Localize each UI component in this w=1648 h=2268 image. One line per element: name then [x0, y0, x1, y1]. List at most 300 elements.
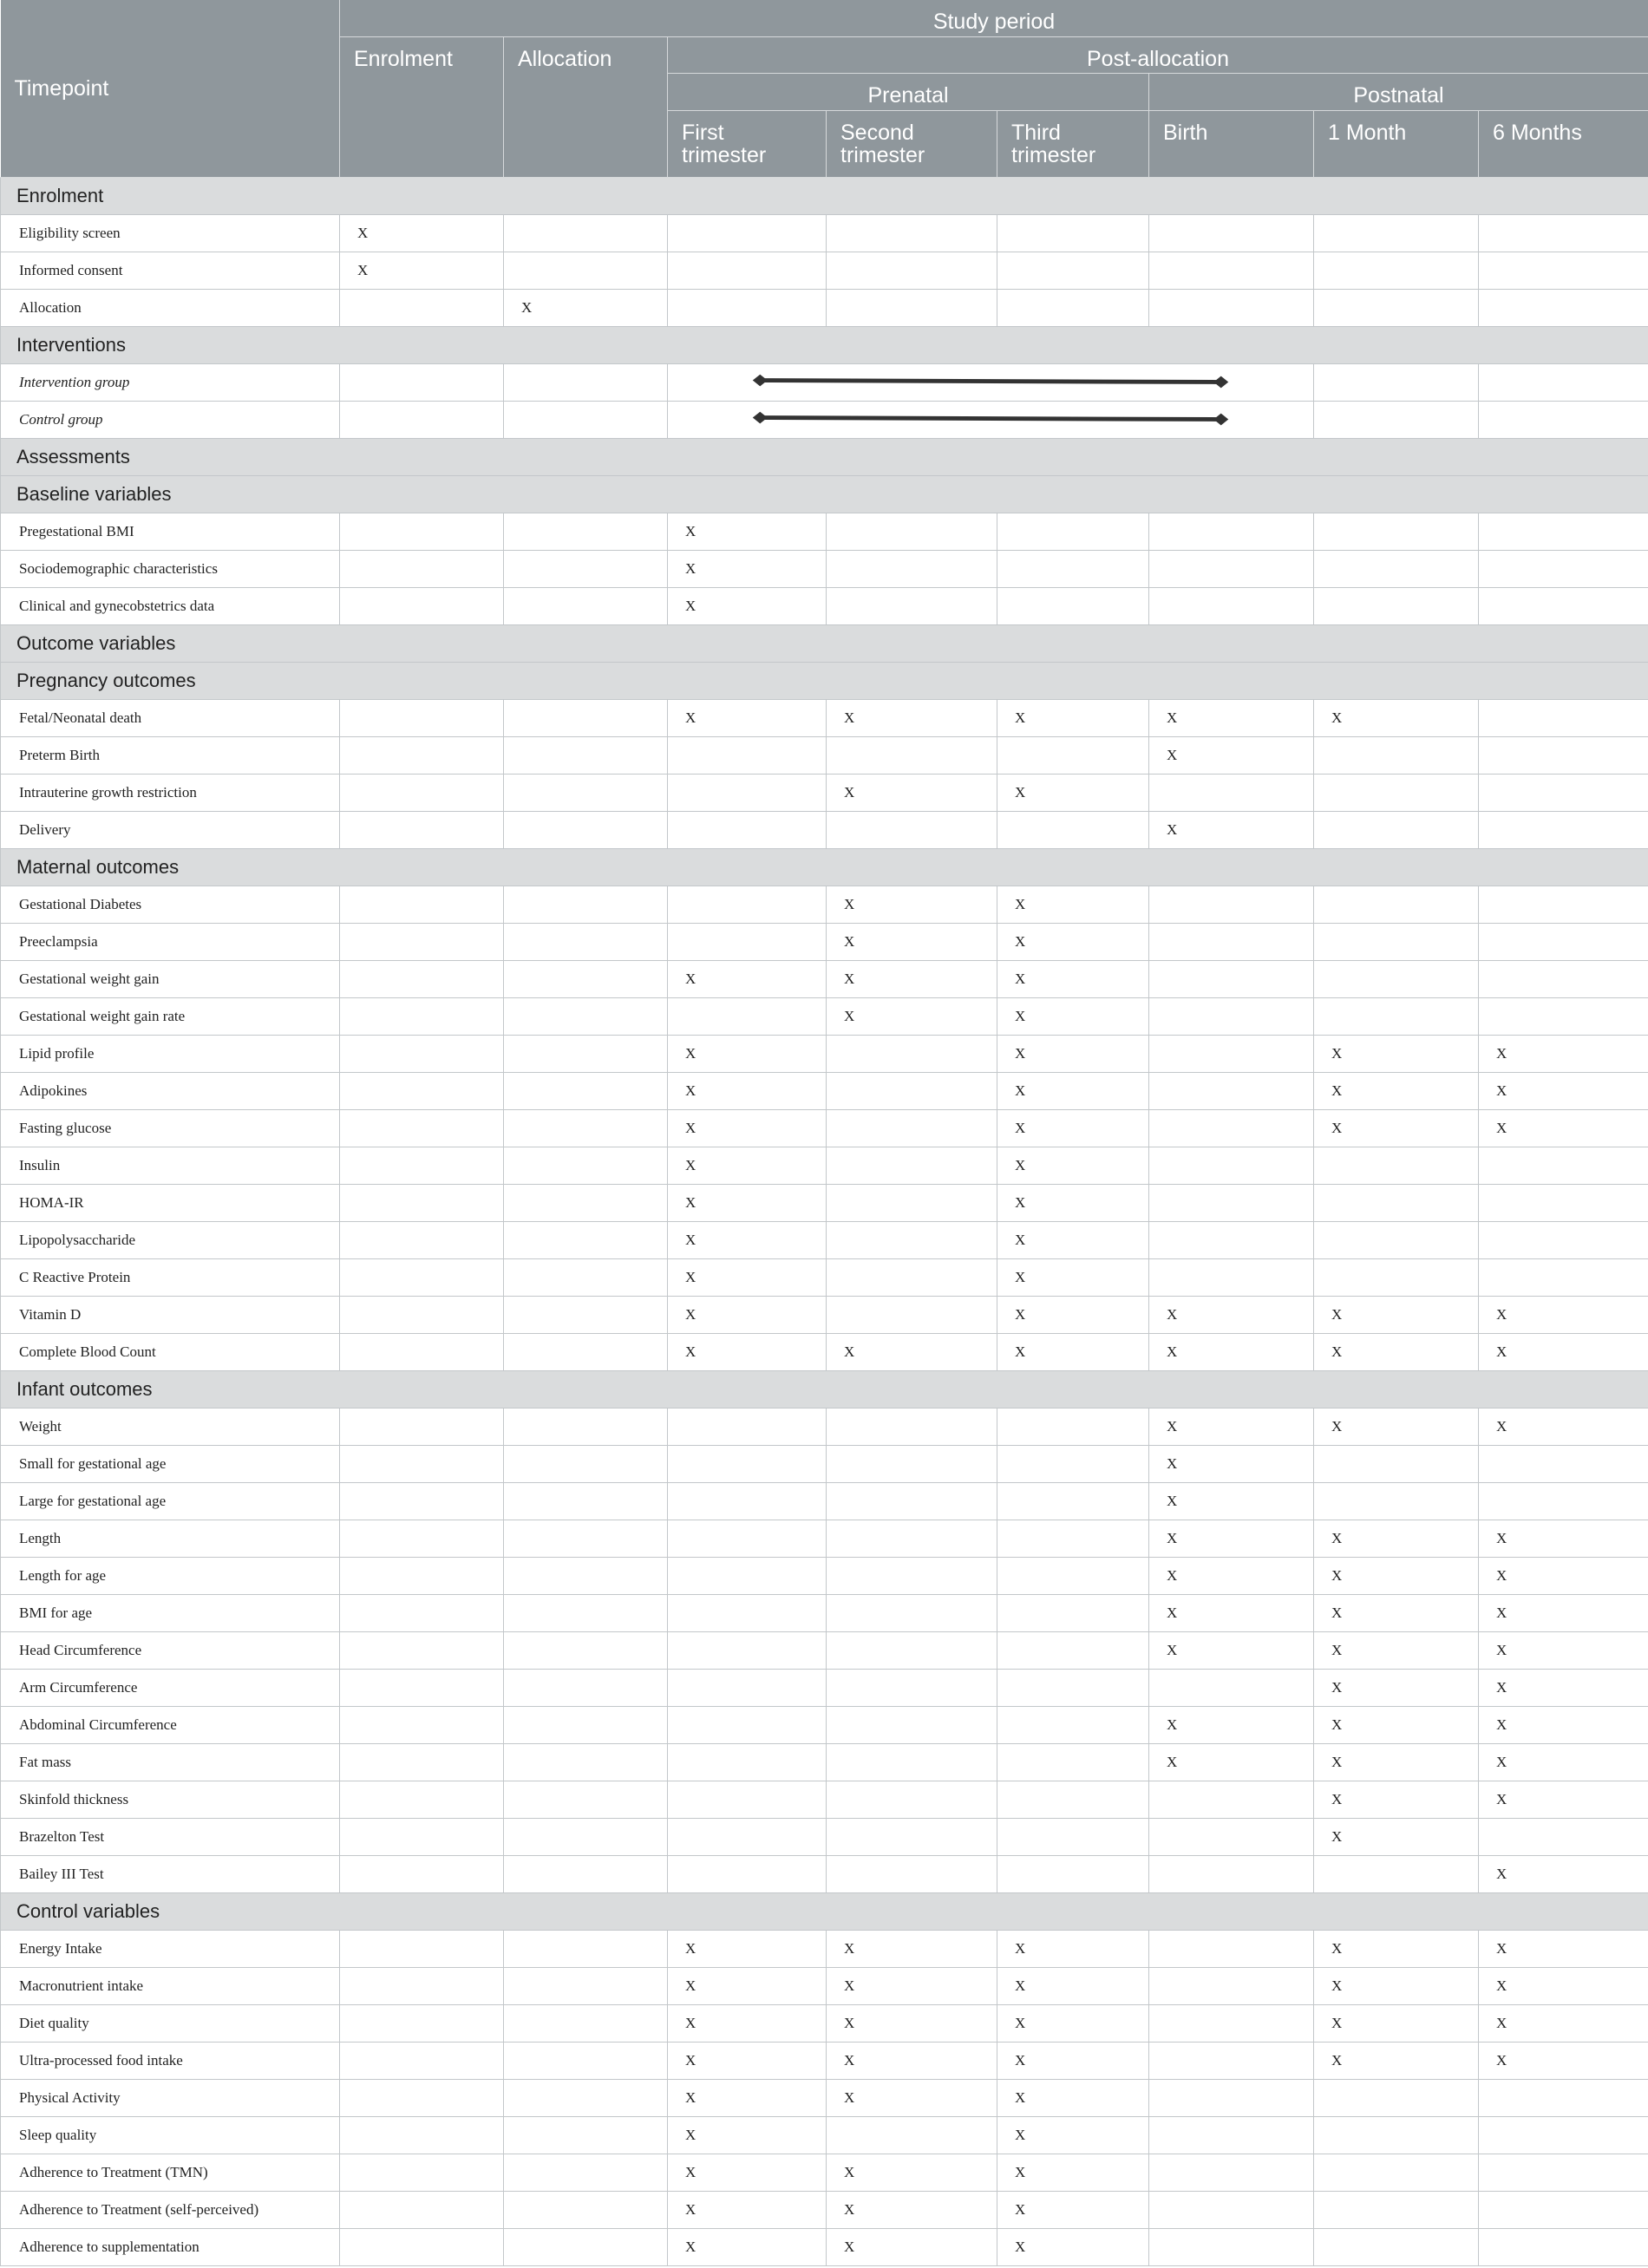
section-label: Enrolment: [1, 177, 1648, 214]
table-row: [1, 1781, 1648, 1818]
table-cell: [1149, 2154, 1314, 2191]
table-cell: [1479, 513, 1648, 550]
mark-cell: X: [1314, 1743, 1479, 1781]
mark-cell: X: [827, 923, 997, 960]
table-cell: [504, 1333, 668, 1370]
row-label: HOMA-IR: [1, 1184, 340, 1221]
mark-cell: X: [1149, 1520, 1314, 1557]
mark-cell: X: [1479, 1520, 1648, 1557]
table-cell: [668, 811, 827, 848]
table-row: [1, 2228, 1648, 2265]
intervention-duration-cell: [668, 401, 1314, 438]
table-cell: [1479, 363, 1648, 401]
table-cell: [668, 252, 827, 289]
table-cell: [504, 1967, 668, 2004]
mark-cell: X: [1149, 1482, 1314, 1520]
table-cell: [997, 811, 1149, 848]
table-cell: [504, 1520, 668, 1557]
table-row: [1, 1818, 1648, 1855]
table-cell: [504, 2228, 668, 2265]
table-cell: [504, 214, 668, 252]
table-cell: [340, 2228, 504, 2265]
row-label: Informed consent: [1, 252, 340, 289]
table-cell: [340, 1669, 504, 1706]
table-cell: [504, 1296, 668, 1333]
table-row: [1, 1594, 1648, 1631]
table-cell: [827, 2116, 997, 2154]
table-cell: [1149, 774, 1314, 811]
table-cell: [340, 1967, 504, 2004]
table-cell: [1479, 1482, 1648, 1520]
mark-cell: X: [997, 2191, 1149, 2228]
table-cell: [340, 1445, 504, 1482]
row-label: Fasting glucose: [1, 1109, 340, 1147]
table-cell: [504, 1855, 668, 1892]
table-cell: [1479, 2228, 1648, 2265]
mark-cell: X: [827, 1333, 997, 1370]
header-birth: Birth: [1149, 110, 1314, 177]
section-label: Infant outcomes: [1, 1370, 1648, 1408]
section-label: Pregnancy outcomes: [1, 662, 1648, 699]
table-cell: [504, 997, 668, 1035]
row-label: Head Circumference: [1, 1631, 340, 1669]
table-cell: [1314, 401, 1479, 438]
table-cell: [1149, 1855, 1314, 1892]
mark-cell: X: [1314, 2004, 1479, 2042]
mark-cell: X: [997, 1296, 1149, 1333]
table-row: [1, 252, 1648, 289]
table-cell: [668, 214, 827, 252]
mark-cell: X: [668, 1147, 827, 1184]
table-cell: [340, 1147, 504, 1184]
mark-cell: X: [997, 699, 1149, 736]
table-cell: [827, 736, 997, 774]
table-cell: [504, 1035, 668, 1072]
mark-cell: X: [997, 960, 1149, 997]
table-cell: [504, 1184, 668, 1221]
mark-cell: X: [1314, 1669, 1479, 1706]
table-cell: [340, 2116, 504, 2154]
table-cell: [340, 289, 504, 326]
table-row: [1, 736, 1648, 774]
row-label: Allocation: [1, 289, 340, 326]
mark-cell: X: [1314, 1408, 1479, 1445]
header-post-allocation: Post-allocation: [668, 36, 1648, 73]
table-cell: [827, 1072, 997, 1109]
table-cell: [827, 1594, 997, 1631]
row-label: Fetal/Neonatal death: [1, 699, 340, 736]
mark-cell: X: [1479, 1408, 1648, 1445]
row-label: Lipid profile: [1, 1035, 340, 1072]
table-row: [1, 401, 1648, 438]
section-label: Interventions: [1, 326, 1648, 363]
table-row: [1, 550, 1648, 587]
table-row: [1, 1184, 1648, 1221]
mark-cell: X: [997, 1930, 1149, 1967]
mark-cell: X: [1314, 1631, 1479, 1669]
table-cell: [827, 1482, 997, 1520]
table-cell: [827, 1147, 997, 1184]
mark-cell: X: [668, 699, 827, 736]
table-cell: [340, 363, 504, 401]
table-cell: [504, 960, 668, 997]
table-row: [1, 1967, 1648, 2004]
table-cell: [827, 513, 997, 550]
mark-cell: X: [1314, 1072, 1479, 1109]
table-cell: [997, 1482, 1149, 1520]
table-cell: [340, 1818, 504, 1855]
table-cell: [668, 1669, 827, 1706]
table-cell: [1479, 2116, 1648, 2154]
table-cell: [1149, 1258, 1314, 1296]
mark-cell: X: [827, 2228, 997, 2265]
table-cell: [997, 214, 1149, 252]
table-cell: [668, 289, 827, 326]
table-cell: [1479, 960, 1648, 997]
table-cell: [827, 811, 997, 848]
table-cell: [340, 1296, 504, 1333]
table-row: [1, 923, 1648, 960]
table-cell: [340, 2004, 504, 2042]
header-postnatal: Postnatal: [1149, 73, 1648, 110]
mark-cell: X: [504, 289, 668, 326]
table-row: [1, 1408, 1648, 1445]
section-label: Assessments: [1, 438, 1648, 475]
table-cell: [504, 1408, 668, 1445]
table-cell: [997, 1669, 1149, 1706]
table-cell: [340, 774, 504, 811]
mark-cell: X: [1149, 1408, 1314, 1445]
mark-cell: X: [1479, 1781, 1648, 1818]
table-cell: [1314, 289, 1479, 326]
table-cell: [340, 1072, 504, 1109]
mark-cell: X: [668, 1296, 827, 1333]
table-cell: [668, 1818, 827, 1855]
mark-cell: X: [668, 587, 827, 624]
table-cell: [504, 699, 668, 736]
table-row: [1, 513, 1648, 550]
table-cell: [340, 2079, 504, 2116]
table-cell: [997, 736, 1149, 774]
mark-cell: X: [997, 774, 1149, 811]
table-cell: [997, 1557, 1149, 1594]
table-row: [1, 587, 1648, 624]
table-cell: [504, 2191, 668, 2228]
table-cell: [1479, 1258, 1648, 1296]
table-cell: [1149, 2042, 1314, 2079]
mark-cell: X: [668, 1333, 827, 1370]
table-cell: [997, 1743, 1149, 1781]
table-cell: [504, 2042, 668, 2079]
table-cell: [340, 997, 504, 1035]
diamond-start-marker: [753, 411, 768, 423]
section-row: [1, 624, 1648, 662]
mark-cell: X: [1479, 1109, 1648, 1147]
table-cell: [1314, 2116, 1479, 2154]
table-cell: [340, 1333, 504, 1370]
table-cell: [1314, 214, 1479, 252]
table-cell: [504, 811, 668, 848]
table-cell: [504, 736, 668, 774]
table-cell: [1479, 1221, 1648, 1258]
table-row: [1, 1333, 1648, 1370]
table-cell: [340, 401, 504, 438]
row-label: Preterm Birth: [1, 736, 340, 774]
mark-cell: X: [668, 960, 827, 997]
table-cell: [827, 1184, 997, 1221]
table-cell: [1314, 1221, 1479, 1258]
table-cell: [340, 513, 504, 550]
table-cell: [340, 1781, 504, 1818]
mark-cell: X: [1314, 1818, 1479, 1855]
mark-cell: X: [1149, 1743, 1314, 1781]
table-header: [1, 0, 1648, 177]
table-row: [1, 1445, 1648, 1482]
table-cell: [1149, 1184, 1314, 1221]
mark-cell: X: [1314, 2042, 1479, 2079]
table-row: [1, 886, 1648, 923]
row-label: Length for age: [1, 1557, 340, 1594]
row-label: Gestational weight gain rate: [1, 997, 340, 1035]
row-label: Delivery: [1, 811, 340, 848]
table-cell: [504, 774, 668, 811]
table-cell: [340, 1743, 504, 1781]
table-cell: [340, 811, 504, 848]
table-cell: [1314, 1855, 1479, 1892]
table-row: [1, 2116, 1648, 2154]
table-cell: [1479, 550, 1648, 587]
mark-cell: X: [668, 1258, 827, 1296]
mark-cell: X: [1314, 1557, 1479, 1594]
row-label: Large for gestational age: [1, 1482, 340, 1520]
table-cell: [1314, 2228, 1479, 2265]
mark-cell: X: [668, 550, 827, 587]
table-cell: [504, 550, 668, 587]
table-cell: [1479, 214, 1648, 252]
table-cell: [1149, 2116, 1314, 2154]
table-cell: [827, 1631, 997, 1669]
table-cell: [1149, 923, 1314, 960]
table-cell: [668, 923, 827, 960]
mark-cell: X: [1149, 811, 1314, 848]
table-cell: [1149, 1072, 1314, 1109]
mark-cell: X: [668, 1967, 827, 2004]
table-cell: [668, 1631, 827, 1669]
table-cell: [827, 1781, 997, 1818]
table-cell: [1479, 2079, 1648, 2116]
mark-cell: X: [340, 252, 504, 289]
mark-cell: X: [668, 1184, 827, 1221]
table-cell: [340, 1109, 504, 1147]
table-cell: [1479, 736, 1648, 774]
mark-cell: X: [1149, 1557, 1314, 1594]
table-cell: [827, 1818, 997, 1855]
section-label: Control variables: [1, 1892, 1648, 1930]
diamond-end-marker: [1213, 413, 1228, 425]
table-cell: [997, 513, 1149, 550]
table-cell: [340, 1930, 504, 1967]
row-label: Diet quality: [1, 2004, 340, 2042]
table-cell: [997, 1855, 1149, 1892]
mark-cell: X: [997, 1035, 1149, 1072]
row-label: Adherence to supplementation: [1, 2228, 340, 2265]
table-cell: [504, 513, 668, 550]
table-cell: [1314, 1147, 1479, 1184]
table-cell: [668, 1520, 827, 1557]
mark-cell: X: [668, 2042, 827, 2079]
table-cell: [997, 1520, 1149, 1557]
table-cell: [504, 2154, 668, 2191]
table-cell: [1314, 886, 1479, 923]
mark-cell: X: [827, 960, 997, 997]
mark-cell: X: [827, 2004, 997, 2042]
table-row: [1, 2042, 1648, 2079]
table-cell: [1479, 2154, 1648, 2191]
mark-cell: X: [1479, 1855, 1648, 1892]
table-cell: [997, 550, 1149, 587]
mark-cell: X: [827, 2042, 997, 2079]
row-label: Brazelton Test: [1, 1818, 340, 1855]
row-label: Intrauterine growth restriction: [1, 774, 340, 811]
table-cell: [340, 1631, 504, 1669]
header-first-trimester: First trimester: [668, 110, 827, 177]
table-cell: [1314, 2191, 1479, 2228]
mark-cell: X: [1314, 1930, 1479, 1967]
duration-line: [760, 380, 1220, 382]
table-cell: [827, 1258, 997, 1296]
row-label: Pregestational BMI: [1, 513, 340, 550]
table-cell: [504, 886, 668, 923]
section-label: Maternal outcomes: [1, 848, 1648, 886]
mark-cell: X: [1149, 1333, 1314, 1370]
table-cell: [827, 289, 997, 326]
row-label: Sociodemographic characteristics: [1, 550, 340, 587]
mark-cell: X: [1479, 1706, 1648, 1743]
table-row: [1, 1109, 1648, 1147]
table-cell: [997, 1594, 1149, 1631]
diamond-end-marker: [1213, 376, 1228, 388]
table-cell: [340, 2191, 504, 2228]
table-cell: [504, 1258, 668, 1296]
header-second-trimester: Second trimester: [827, 110, 997, 177]
row-label: Weight: [1, 1408, 340, 1445]
header-1-month: 1 Month: [1314, 110, 1479, 177]
table-cell: [340, 587, 504, 624]
row-label: Lipopolysaccharide: [1, 1221, 340, 1258]
mark-cell: X: [1479, 1669, 1648, 1706]
table-cell: [1314, 774, 1479, 811]
header-third-trimester: Third trimester: [997, 110, 1149, 177]
table-cell: [827, 1706, 997, 1743]
table-row: [1, 1930, 1648, 1967]
table-cell: [827, 1109, 997, 1147]
mark-cell: X: [997, 2042, 1149, 2079]
table-cell: [504, 1930, 668, 1967]
table-cell: [827, 1221, 997, 1258]
table-cell: [340, 2154, 504, 2191]
table-row: [1, 1221, 1648, 1258]
table-cell: [1314, 960, 1479, 997]
table-cell: [827, 252, 997, 289]
mark-cell: X: [1479, 1557, 1648, 1594]
mark-cell: X: [827, 2191, 997, 2228]
row-label: Adherence to Treatment (TMN): [1, 2154, 340, 2191]
table-cell: [1314, 252, 1479, 289]
table-cell: [504, 1072, 668, 1109]
table-cell: [504, 1706, 668, 1743]
mark-cell: X: [1149, 1296, 1314, 1333]
table-cell: [504, 2004, 668, 2042]
table-cell: [1149, 214, 1314, 252]
mark-cell: X: [827, 2079, 997, 2116]
table-cell: [1314, 587, 1479, 624]
section-row: [1, 438, 1648, 475]
table-cell: [504, 1743, 668, 1781]
table-cell: [1149, 960, 1314, 997]
mark-cell: X: [340, 214, 504, 252]
table-row: [1, 2191, 1648, 2228]
table-cell: [1149, 550, 1314, 587]
mark-cell: X: [1149, 1445, 1314, 1482]
section-row: [1, 475, 1648, 513]
mark-cell: X: [1479, 1631, 1648, 1669]
table-cell: [827, 1743, 997, 1781]
table-row: [1, 1855, 1648, 1892]
mark-cell: X: [997, 886, 1149, 923]
table-cell: [340, 1035, 504, 1072]
table-row: [1, 1520, 1648, 1557]
table-cell: [340, 550, 504, 587]
mark-cell: X: [668, 513, 827, 550]
table-cell: [1314, 1184, 1479, 1221]
row-label: BMI for age: [1, 1594, 340, 1631]
table-cell: [1479, 811, 1648, 848]
table-row: [1, 811, 1648, 848]
mark-cell: X: [668, 2004, 827, 2042]
table-cell: [504, 252, 668, 289]
table-cell: [1149, 1109, 1314, 1147]
table-cell: [1314, 1482, 1479, 1520]
table-cell: [340, 1184, 504, 1221]
table-cell: [668, 997, 827, 1035]
table-body: [1, 177, 1648, 2265]
row-label: Bailey III Test: [1, 1855, 340, 1892]
mark-cell: X: [997, 1333, 1149, 1370]
mark-cell: X: [668, 1035, 827, 1072]
mark-cell: X: [997, 923, 1149, 960]
mark-cell: X: [997, 2116, 1149, 2154]
table-cell: [1149, 2228, 1314, 2265]
mark-cell: X: [997, 2004, 1149, 2042]
section-label: Baseline variables: [1, 475, 1648, 513]
table-cell: [1149, 513, 1314, 550]
mark-cell: X: [668, 1930, 827, 1967]
mark-cell: X: [1149, 699, 1314, 736]
table-cell: [827, 214, 997, 252]
table-cell: [1149, 1669, 1314, 1706]
table-row: [1, 289, 1648, 326]
table-cell: [504, 2116, 668, 2154]
table-cell: [1149, 587, 1314, 624]
header-enrolment: Enrolment: [340, 36, 504, 177]
table-cell: [827, 587, 997, 624]
table-row: [1, 1035, 1648, 1072]
row-label: Preeclampsia: [1, 923, 340, 960]
mark-cell: X: [997, 1109, 1149, 1147]
table-cell: [827, 1855, 997, 1892]
table-cell: [668, 1706, 827, 1743]
row-label: Small for gestational age: [1, 1445, 340, 1482]
